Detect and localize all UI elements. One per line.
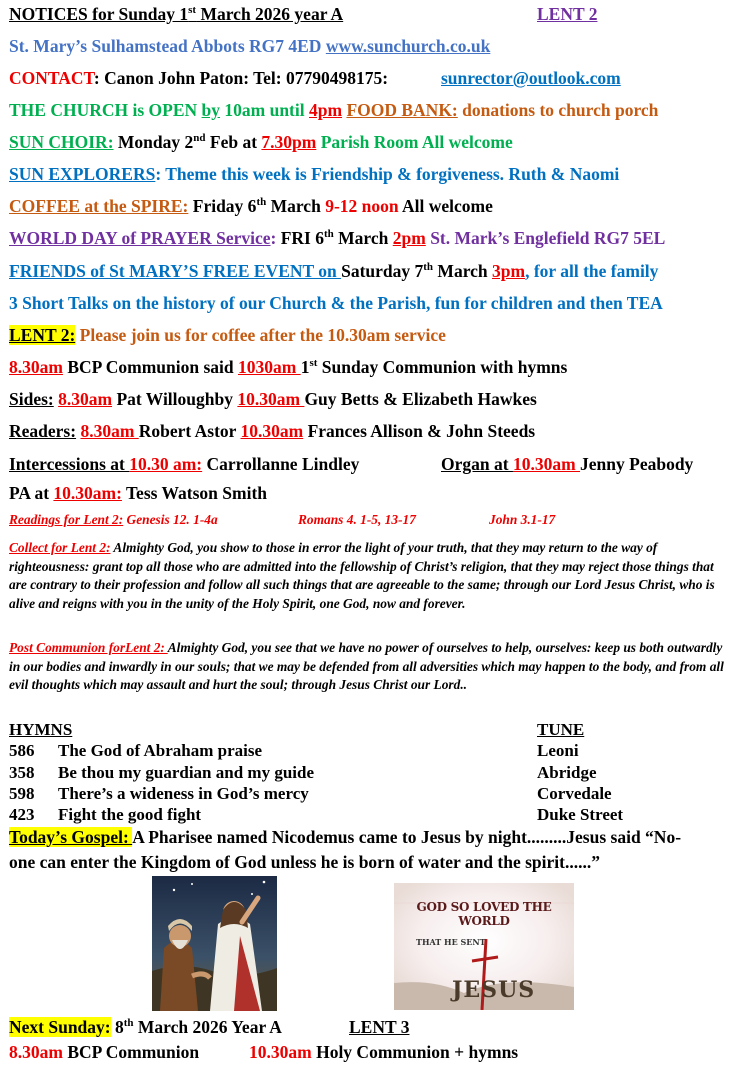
church-open-text: THE CHURCH is OPEN xyxy=(9,100,202,120)
postcommunion-paragraph xyxy=(9,639,728,695)
service-2-num: 1 xyxy=(300,357,310,377)
collect-text: Almighty God, you show to those in error the light of your truth, that they may return to the way of righteousness: grant top all those who are admitted into the fellowship of Christ’s religion, that they may reject those things that are contrary to their profession and follow all such things that are agreeable to the same; through our Lord Jesus Christ, who is alive and reigns with you in the unity of the Holy Spirit, one God, now and forever. xyxy=(9,540,715,611)
website-link[interactable]: www.sunchurch.co.uk xyxy=(325,36,491,56)
wdp-day: FRI 6 xyxy=(276,228,324,248)
reading-3: John 3.1-17 xyxy=(489,512,556,527)
collect-label: Collect for Lent 2: xyxy=(9,540,111,555)
coffee-welcome: All welcome xyxy=(398,196,493,216)
choir-label: SUN CHOIR: xyxy=(9,132,114,152)
readings-label: Readings for Lent 2: xyxy=(9,512,124,527)
friends-sup: th xyxy=(423,261,434,274)
intercessions-line xyxy=(9,454,359,474)
coffee-day: Friday 6 xyxy=(188,196,257,216)
hymns-heading: HYMNS xyxy=(9,720,73,739)
hymn-title: There’s a wideness in God’s mercy xyxy=(58,784,309,803)
coffee-time: 9-12 noon xyxy=(325,196,399,216)
next-sunday-sup: th xyxy=(123,1017,134,1030)
friends-time: 3pm xyxy=(492,261,526,281)
coffee-sup: th xyxy=(256,196,267,209)
hymn-number: 358 xyxy=(9,763,35,782)
service-time-1: 8.30am xyxy=(9,357,63,377)
gospel-text-1: A Pharisee named Nicodemus came to Jesus by night.........Jesus said “No- xyxy=(132,827,682,847)
sides-time-1: 8.30am xyxy=(58,389,113,409)
nicodemus-jesus-illustration xyxy=(152,876,277,1011)
next-services-line-2 xyxy=(249,1042,518,1062)
email-link[interactable]: sunrector@outlook.com xyxy=(441,68,621,88)
organ-time: 10.30am xyxy=(512,454,581,474)
next-time-1: 8.30am xyxy=(9,1042,63,1062)
service-time-2: 1030am xyxy=(238,357,301,377)
title-text: NOTICES for Sunday 1 xyxy=(9,4,189,24)
contact-text: : Canon John Paton: Tel: 07790498175: xyxy=(93,68,389,88)
next-service-2: Holy Communion + hymns xyxy=(311,1042,519,1062)
friends-line xyxy=(9,261,658,281)
food-bank-label: FOOD BANK: xyxy=(346,100,458,120)
choir-time: 7.30pm xyxy=(261,132,317,152)
readers-name-1: Robert Astor xyxy=(138,421,241,441)
readers-label: Readers: xyxy=(9,421,77,441)
tune-heading: TUNE xyxy=(537,720,585,739)
explorers-line xyxy=(9,164,619,184)
readers-time-1: 8.30am xyxy=(80,421,139,441)
sides-label: Sides: xyxy=(9,389,54,409)
service-2: Sunday Communion with hymns xyxy=(317,357,568,377)
sides-time-2: 10.30am xyxy=(237,389,305,409)
next-sunday-date: March 2026 Year A xyxy=(133,1017,282,1037)
sides-name-2: Guy Betts & Elizabeth Hawkes xyxy=(304,389,537,409)
nicodemus-jesus-image xyxy=(152,876,277,1011)
intercessions-time: 10.30 am: xyxy=(129,454,203,474)
hymn-title: The God of Abraham praise xyxy=(58,741,263,760)
postcommunion-label: Post Communion forLent 2: xyxy=(9,640,168,655)
organ-label: Organ at xyxy=(441,454,513,474)
postcommunion-text: Almighty God, you see that we have no power of ourselves to help, ourselves: keep us both outwardly in our bodies and inwardly in our souls; that we may be defended from all adversities which may happen to the body, and from all evil thoughts which may assault and hurt the soul; through Jesus Christ our Lord.. xyxy=(9,640,724,693)
choir-month: Feb at xyxy=(205,132,262,152)
hymn-number: 423 xyxy=(9,805,35,824)
wdp-month: March xyxy=(333,228,393,248)
service-1: BCP Communion said xyxy=(62,357,238,377)
season-label: LENT 2 xyxy=(537,4,598,24)
next-services-line xyxy=(9,1042,199,1062)
coffee-label: COFFEE at the SPIRE: xyxy=(9,196,189,216)
wdp-label: WORLD DAY of PRAYER Service xyxy=(9,228,271,248)
title-text-post: March 2026 year A xyxy=(196,4,344,24)
intercessions-label: Intercessions at xyxy=(9,454,130,474)
contact-label: CONTACT xyxy=(9,68,94,88)
friends-text: , for all the family xyxy=(525,261,659,281)
readers-time-2: 10.30am xyxy=(240,421,304,441)
pa-label: PA at xyxy=(9,483,54,503)
choir-sup: nd xyxy=(193,132,206,145)
gospel-line-1 xyxy=(9,827,681,847)
next-sunday-line xyxy=(9,1017,282,1037)
hymn-tune: Duke Street xyxy=(537,805,624,824)
services-line xyxy=(9,357,567,377)
gospel-line-2: one can enter the Kingdom of God unless he is born of water and the spirit......” xyxy=(9,852,600,872)
readings-line xyxy=(9,511,728,530)
parish-name: St. Mary’s Sulhamstead Abbots RG7 4ED xyxy=(9,36,326,56)
gospel-label: Today’s Gospel: xyxy=(9,827,133,847)
lent-line xyxy=(9,325,446,345)
next-sunday-day: 8 xyxy=(110,1017,124,1037)
church-open-by: by xyxy=(201,100,221,120)
hymn-title: Be thou my guardian and my guide xyxy=(58,763,314,782)
hymn-tune: Abridge xyxy=(537,763,597,782)
choir-line xyxy=(9,132,513,152)
god-so-loved-image xyxy=(394,883,574,1010)
hymn-tune: Corvedale xyxy=(537,784,612,803)
readers-line xyxy=(9,421,535,441)
hymn-number: 586 xyxy=(9,741,35,760)
food-bank-text: donations to church porch xyxy=(457,100,659,120)
wdp-colon: : xyxy=(270,228,277,248)
pa-time: 10.30am: xyxy=(53,483,122,503)
poster-line-1: GOD SO LOVED THE WORLD xyxy=(416,900,552,928)
contact-line xyxy=(9,68,388,88)
intercessions-name: Carrollanne Lindley xyxy=(202,454,360,474)
sides-name-1: Pat Willoughby xyxy=(112,389,238,409)
church-open-time: 10am until xyxy=(220,100,309,120)
wdp-place: St. Mark’s Englefield RG7 5EL xyxy=(425,228,666,248)
next-service-1: BCP Communion xyxy=(62,1042,200,1062)
readers-name-2: Frances Allison & John Steeds xyxy=(303,421,536,441)
service-2-sup: st xyxy=(309,357,318,370)
wdp-time: 2pm xyxy=(392,228,426,248)
pa-name: Tess Watson Smith xyxy=(121,483,268,503)
coffee-line xyxy=(9,196,493,216)
poster-line-3: JESUS xyxy=(452,977,536,1003)
notice-title xyxy=(9,4,343,24)
church-close-time: 4pm xyxy=(309,100,343,120)
friends-label: FRIENDS of St MARY’S FREE EVENT on xyxy=(9,261,342,281)
collect-paragraph xyxy=(9,539,728,613)
pa-line xyxy=(9,483,267,503)
parish-line xyxy=(9,36,490,56)
church-open-line xyxy=(9,100,658,120)
friends-month: March xyxy=(433,261,493,281)
hymn-number: 598 xyxy=(9,784,35,803)
poster-line-2: THAT HE SENT xyxy=(416,937,486,947)
title-sup: st xyxy=(188,4,197,17)
next-sunday-label: Next Sunday: xyxy=(9,1017,111,1037)
explorers-label: SUN EXPLORERS xyxy=(9,164,156,184)
hymn-tune: Leoni xyxy=(537,741,579,760)
organ-name: Jenny Peabody xyxy=(580,454,694,474)
reading-1: Genesis 12. 1-4a xyxy=(123,512,218,527)
choir-day: Monday 2 xyxy=(113,132,194,152)
sides-line xyxy=(9,389,537,409)
choir-place: Parish Room All welcome xyxy=(316,132,513,152)
talks-line: 3 Short Talks on the history of our Church & the Parish, fun for children and then TEA xyxy=(9,293,663,313)
reading-2: Romans 4. 1-5, 13-17 xyxy=(298,512,416,527)
friends-day: Saturday 7 xyxy=(341,261,424,281)
lent-text: Please join us for coffee after the 10.30am service xyxy=(75,325,446,345)
wdp-sup: th xyxy=(324,228,334,241)
next-season: LENT 3 xyxy=(349,1017,410,1037)
organ-line xyxy=(441,454,693,474)
wdp-line xyxy=(9,228,665,248)
coffee-month: March xyxy=(266,196,326,216)
explorers-text: : Theme this week is Friendship & forgiveness. Ruth & Naomi xyxy=(155,164,620,184)
hymn-title: Fight the good fight xyxy=(58,805,202,824)
next-time-2: 10.30am xyxy=(249,1042,312,1062)
lent-label: LENT 2: xyxy=(9,325,76,345)
